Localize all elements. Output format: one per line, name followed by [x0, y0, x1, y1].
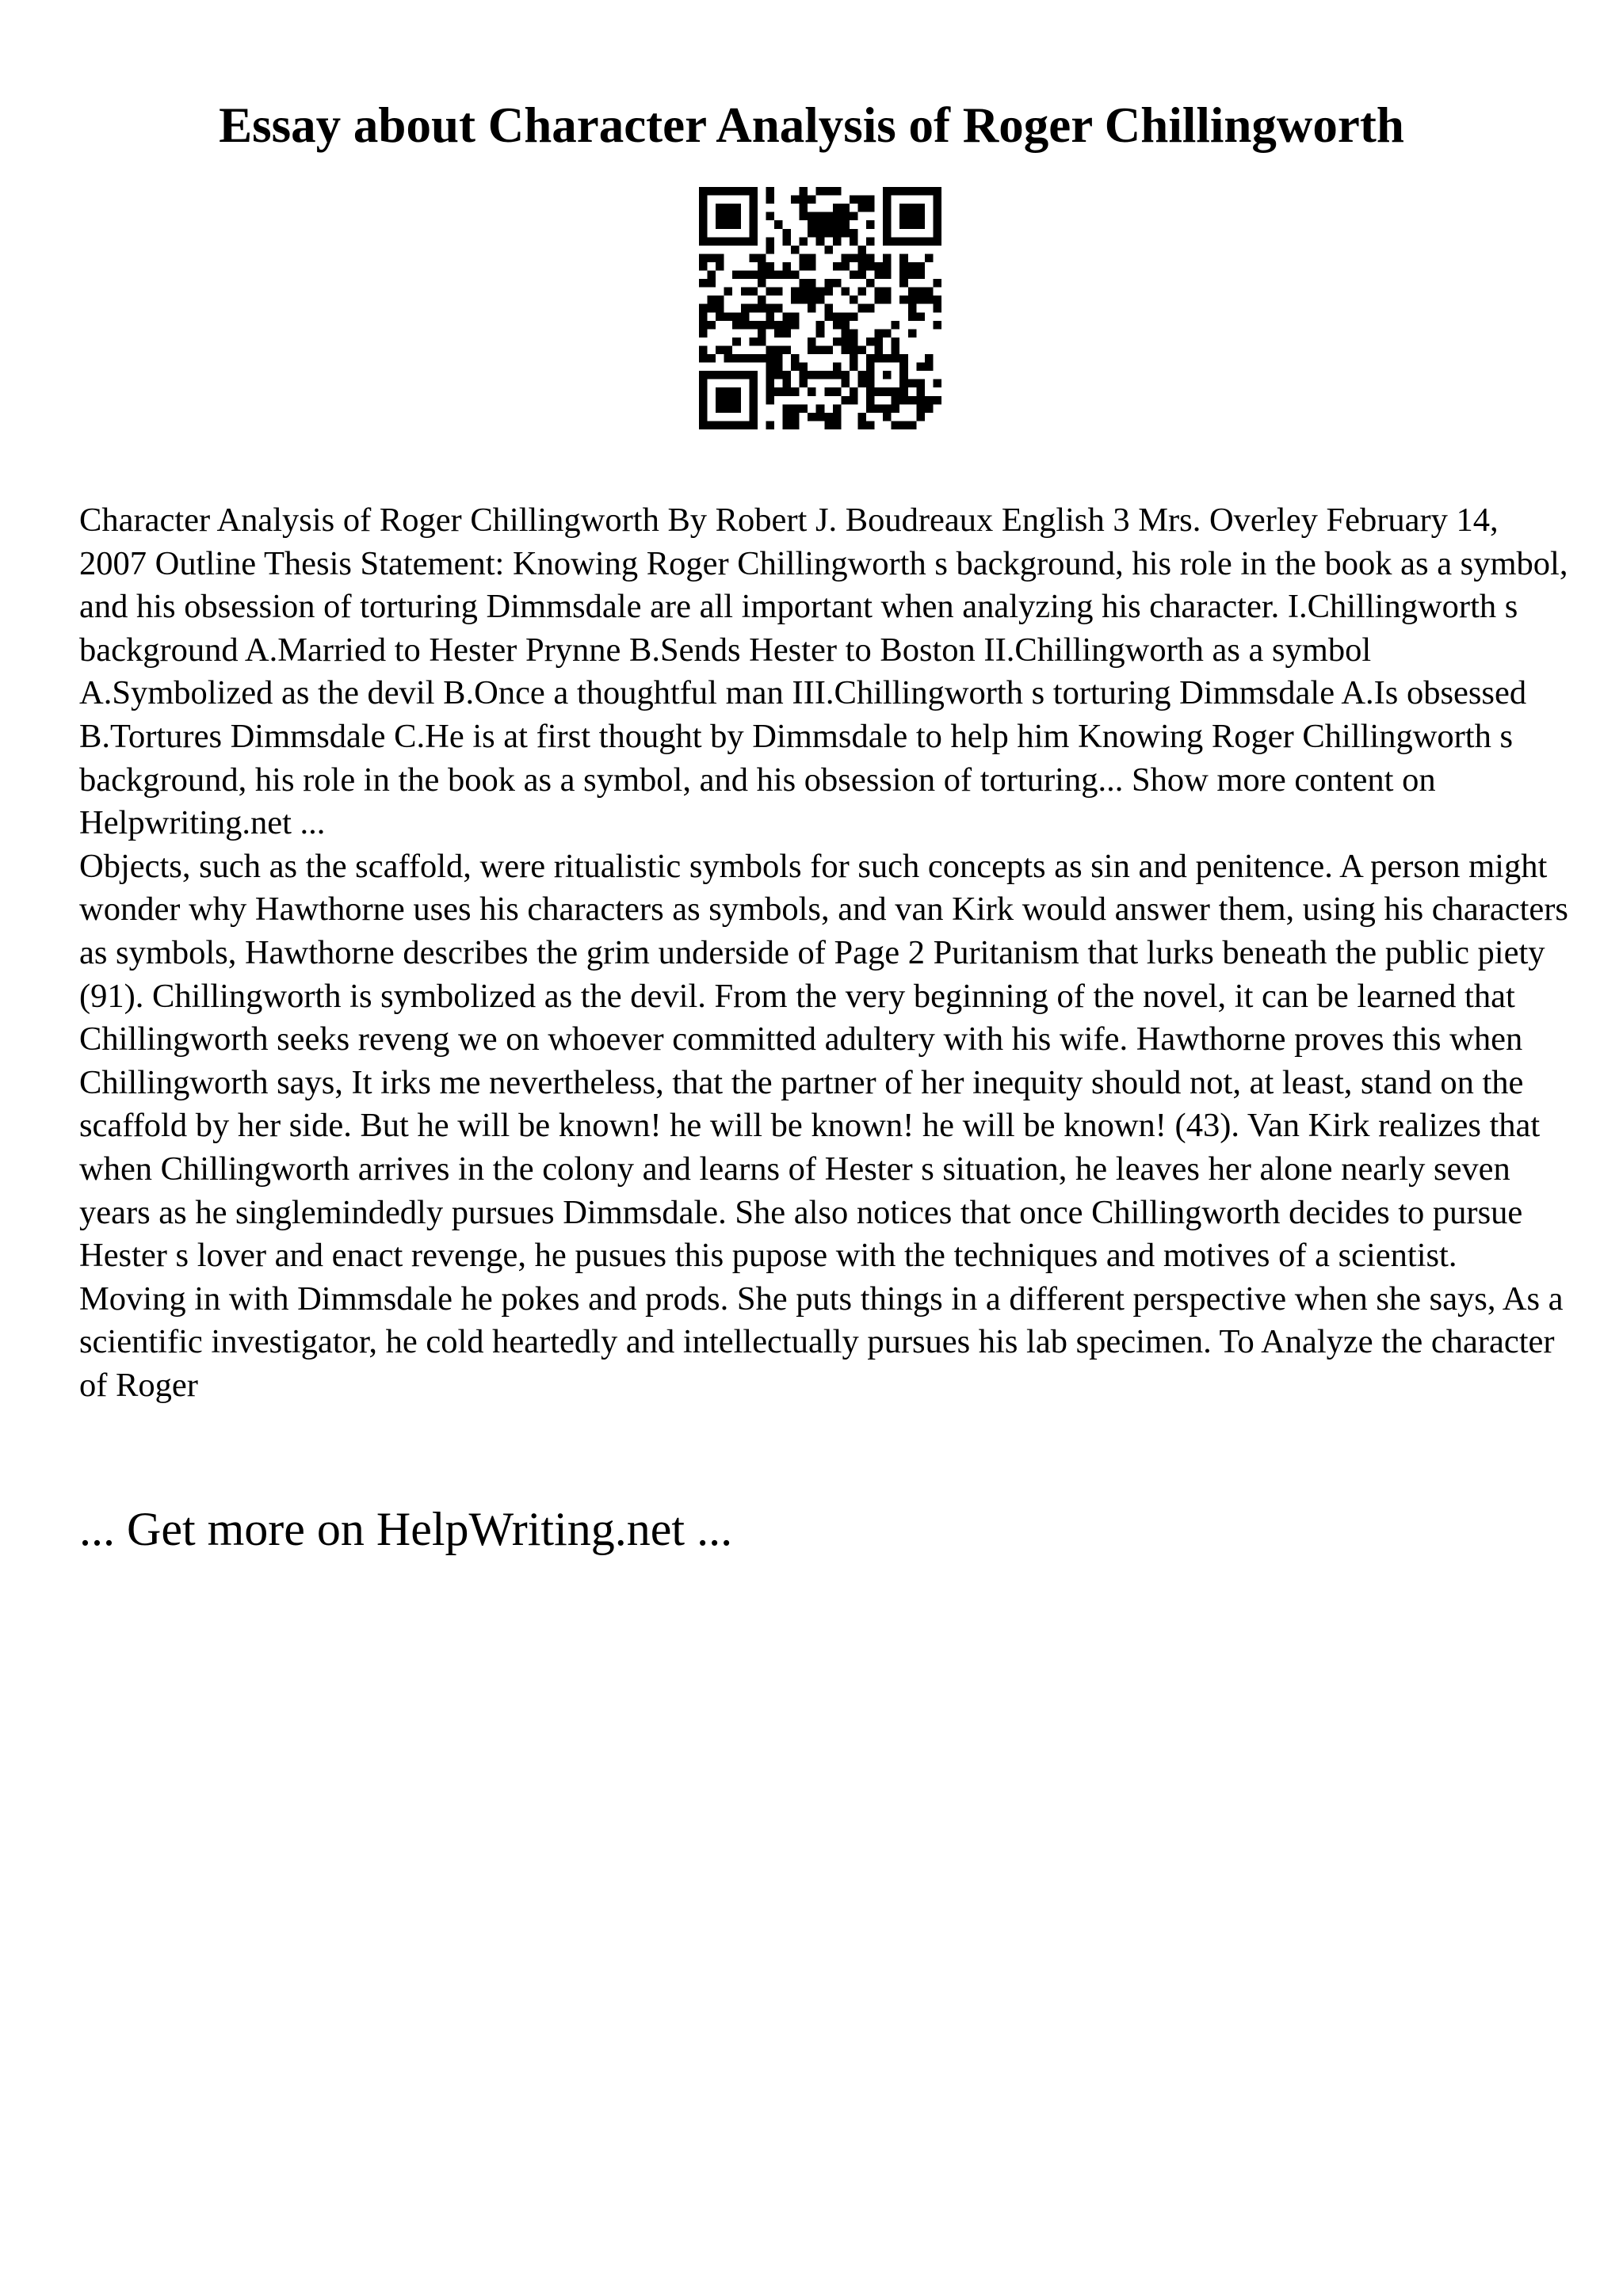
- essay-paragraph-2: Objects, such as the scaffold, were ritualistic symbols for such concepts as sin and penitence. A person might wonder why Hawthorne uses his characters as symbols, and van Kirk would answer them, using his characters as symbols, Hawthorne describes the grim underside of Page 2 Puritanism that lurks beneath the public piety (91). Chillingworth is symbolized as the devil. From the very beginning of the novel, it can be learned that Chillingworth seeks reveng we on whoever committed adultery with his wife. Hawthorne proves this when Chillingworth says, It irks me nevertheless, that the partner of her inequity should not, at least, stand on the scaffold by her side. But he will be known! he will be known! he will be known! (43). Van Kirk realizes that when Chillingworth arrives in the colony and learns of Hester s situation, he leaves her alone nearly seven years as he singlemindedly pursues Dimmsdale. She also notices that once Chillingworth decides to pursue Hester s lover and enact revenge, he pusues this pupose with the techniques and motives of a scientist. Moving in with Dimmsdale he pokes and prods. She puts things in a different perspective when she says, As a scientific investigator, he cold heartedly and intellectually pursues his lab specimen. To Analyze the character of Roger: [79, 847, 1568, 1404]
- qr-code-icon: [699, 187, 941, 429]
- essay-body: [79, 499, 1569, 1407]
- essay-paragraph-1: Character Analysis of Roger Chillingworth By Robert J. Boudreaux English 3 Mrs. Overley February 14, 2007 Outline Thesis Statement: Knowing Roger Chillingworth s background, his role in the book as a symbol, and his obsession of torturing Dimmsdale are all important when analyzing his character. I.Chillingworth s background A.Married to Hester Prynne B.Sends Hester to Boston II.Chillingworth as a symbol A.Symbolized as the devil B.Once a thoughtful man III.Chillingworth s torturing Dimmsdale A.Is obsessed B.Tortures Dimmsdale C.He is at first thought by Dimmsdale to help him Knowing Roger Chillingworth s background, his role in the book as a symbol, and his obsession of torturing... Show more content on Helpwriting.net ...: [79, 502, 1568, 842]
- get-more-link[interactable]: ... Get more on HelpWriting.net ...: [79, 1503, 733, 1555]
- document-title: Essay about Character Analysis of Roger Chillingworth: [219, 97, 1404, 153]
